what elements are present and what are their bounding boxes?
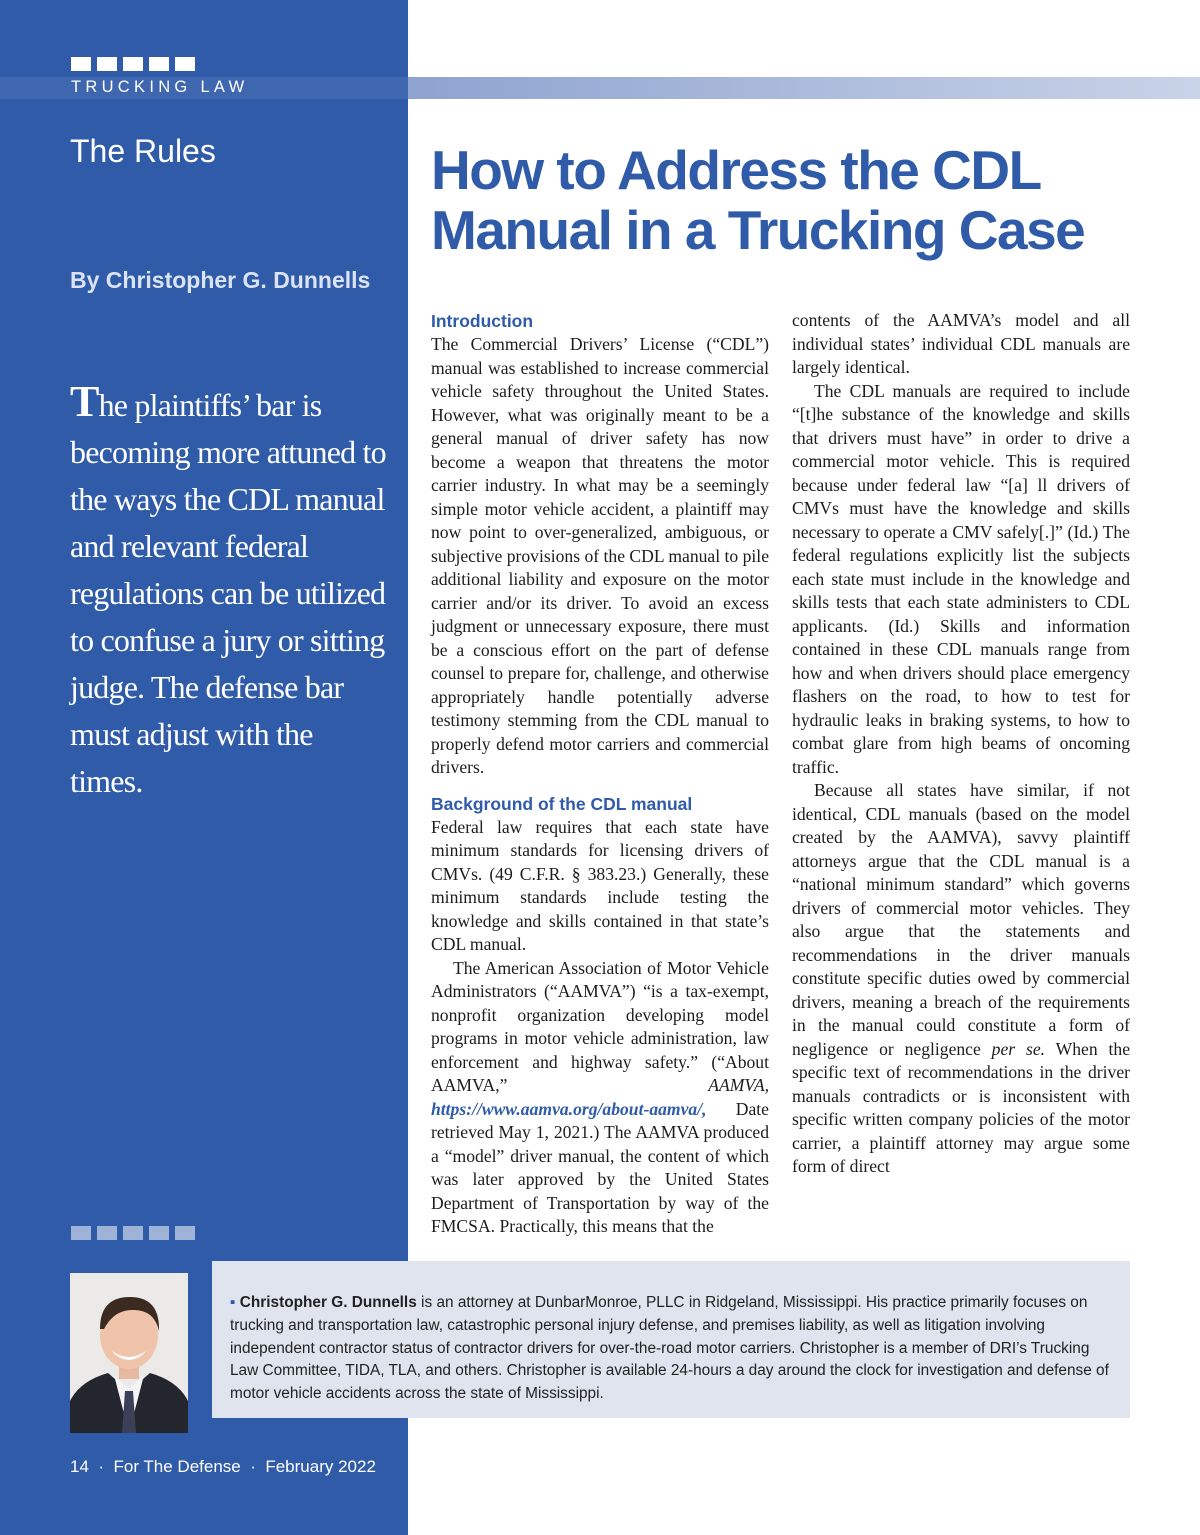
author-name: Christopher G. Dunnells: [239, 1294, 417, 1311]
citation-source: AAMVA,: [708, 1075, 769, 1095]
paragraph: The Commercial Drivers’ License (“CDL”) manual was established to increase commercial vehicle safety throughout the United States. However, what was originally meant to be a general manual of driver safety has now become a weapon that threatens the motor carrier industry. In what may be a seemingly simple motor vehicle accident, a plaintiff may now point to over-generalized, ambiguous, or subjective provisions of the CDL manual to pile additional liability and exposure on the motor carrier and/or its driver. To avoid an excess judgment or unnecessary exposure, there must be a conscious effort on the part of defense counsel to prepare for, challenge, and otherwise appropriately handle potentially adverse testimony stemming from the CDL manual to properly defend motor carriers and commercial drivers.: [431, 334, 769, 777]
section-label: TRUCKING LAW: [71, 78, 249, 96]
footer-separator: ·: [98, 1457, 105, 1476]
pull-quote-text: he plaintiffs’ bar is becoming more attuned to the ways the CDL manual and relevant federal regulations can be utilized to confuse a jury or sitting judge. The defense bar must adjust with the times.: [70, 387, 386, 799]
publication-name: For The Defense: [113, 1457, 241, 1476]
article-title: How to Address the CDL Manual in a Trucking Case: [431, 139, 1085, 261]
paragraph-continued: contents of the AAMVA’s model and all individual states’ individual CDL manuals are largely identical.: [792, 310, 1130, 377]
emphasis-per-se: per se.: [991, 1038, 1046, 1059]
section-heading-introduction: Introduction: [431, 311, 534, 331]
section-heading-background: Background of the CDL manual: [431, 793, 693, 814]
paragraph: [431, 957, 769, 1239]
pull-quote: [70, 378, 390, 805]
article-column-right: [792, 309, 1130, 1179]
header-square-ornament: [71, 57, 195, 71]
issue-date: February 2022: [265, 1457, 376, 1476]
paragraph-text: Because all states have similar, if not identical, CDL manuals (based on the model created by the AAMVA), savvy plaintiff attorneys argue that the CDL manual is a “national minimum standard” which governs drivers of commercial motor vehicles. They also argue that the statements and recommendations in the driver manuals constitute specific duties owed by commercial drivers, meaning a breach of the requirements in the manual could constitute a form of negligence or negligence: [792, 780, 1130, 1059]
footer-separator: ·: [250, 1457, 256, 1476]
paragraph-text: The American Association of Motor Vehicle Administrators (“AAMVA”) “is a tax-exempt, nonprofit organization developing model programs in motor vehicle administration, law enforcement and highway safety.” (“About AAMVA,”: [431, 957, 769, 1095]
author-photo: [70, 1273, 188, 1433]
bio-bullet: ▪: [230, 1294, 236, 1311]
article-column-left: [431, 309, 769, 1239]
paragraph: [792, 779, 1130, 1179]
paragraph-text: Date retrieved May 1, 2021.) The AAMVA produced a “model” driver manual, the content of which was later approved by the United States Department of Transportation by way of the FMCSA. Practically, this means that the: [431, 1098, 769, 1236]
column-label: The Rules: [70, 133, 216, 169]
byline: By Christopher G. Dunnells: [70, 267, 371, 293]
paragraph: The CDL manuals are required to include “[t]he substance of the knowledge and skills that drivers must have” in order to drive a commercial motor vehicle. This is required because under federal law “[a] ll drivers of CMVs must have the knowledge and skills necessary to operate a CMV safely[.]” (Id.) The federal regulations explicitly list the subjects each state must include in the knowledge and skills tests that each state administers to CDL applicants. (Id.) Skills and information contained in these CDL manuals range from how and when drivers should place emergency flashers on the road, to how to test for hydraulic leaks in braking systems, to how to combat glare from high beams of oncoming traffic.: [792, 380, 1130, 777]
paragraph: Federal law requires that each state have minimum standards for licensing drivers of CMVs. (49 C.F.R. § 383.23.) Generally, these minimum standards include testing the knowledge and skills contained in that state’s CDL manual.: [431, 816, 769, 954]
paragraph-text: When the specific text of recommendations in the driver manuals contradicts or is inconsistent with specific written company policies of the motor carrier, a plaintiff attorney may argue some form of direct: [792, 1038, 1130, 1176]
author-bio: [230, 1292, 1115, 1406]
footer-square-ornament: [71, 1226, 195, 1240]
author-portrait-image: [70, 1273, 188, 1433]
page-footer: [70, 1457, 376, 1477]
pull-quote-dropcap: T: [70, 377, 99, 426]
bio-text: is an attorney at DunbarMonroe, PLLC in Ridgeland, Mississippi. His practice primarily focuses on trucking and transportation law, catastrophic personal injury defense, and premises liability, as well as litigation involving independent contractor status of contractor drivers for over-the-road motor carriers. Christopher is a member of DRI’s Trucking Law Committee, TIDA, TLA, and others. Christopher is available 24-hours a day around the clock for investigation and defense of motor vehicle accidents across the state of Mississippi.: [230, 1294, 1109, 1403]
page-number: 14: [70, 1457, 89, 1476]
aamva-link[interactable]: https://www.aamva.org/about-aamva/,: [431, 1098, 707, 1119]
